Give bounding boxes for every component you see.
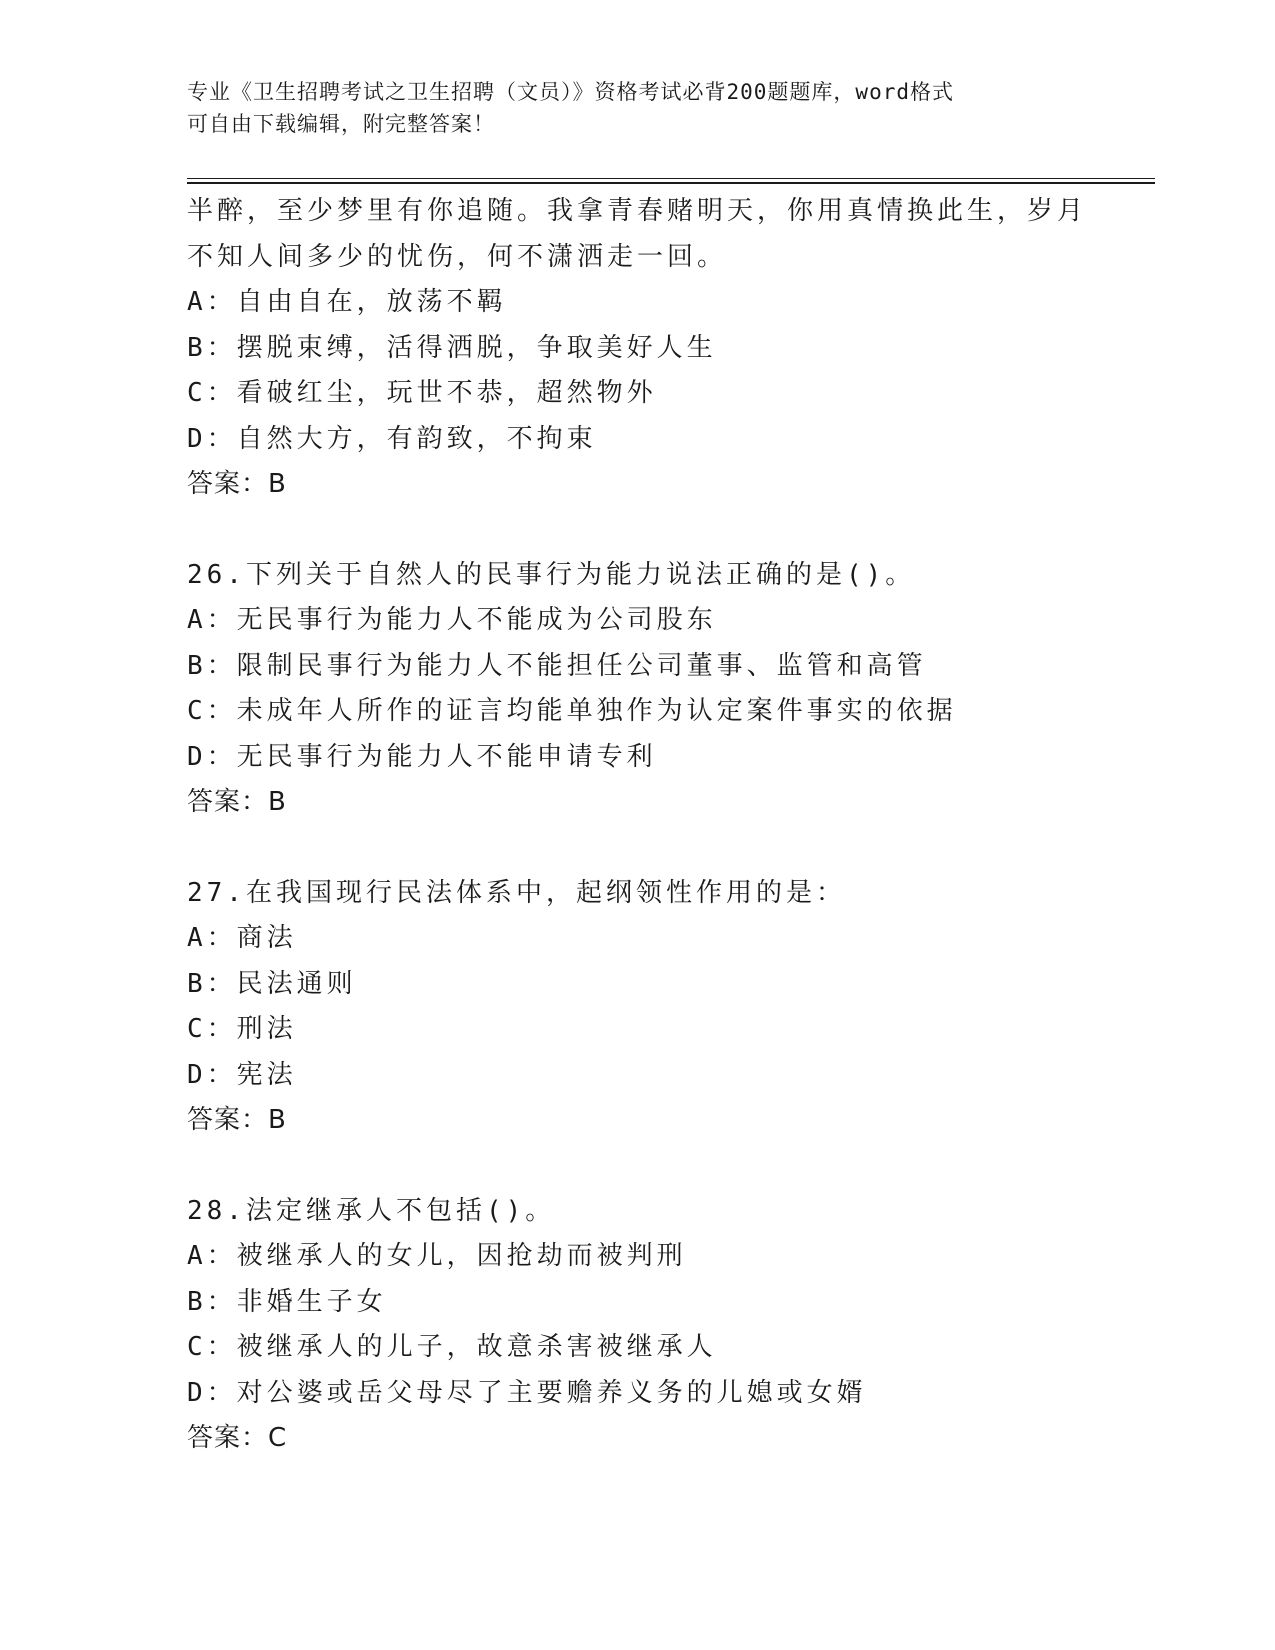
option-b: B：限制民事行为能力人不能担任公司董事、监管和高管 bbox=[187, 650, 927, 681]
header-line-2: 可自由下载编辑，附完整答案！ bbox=[187, 112, 495, 136]
answer: 答案：C bbox=[187, 1423, 288, 1453]
question-stem: 28.法定继承人不包括()。 bbox=[187, 1195, 556, 1226]
question-27 bbox=[187, 871, 1087, 1144]
option-a: A：商法 bbox=[187, 923, 297, 953]
option-a: A：被继承人的女儿，因抢劫而被判刑 bbox=[187, 1241, 687, 1271]
option-b: B：摆脱束缚，活得洒脱，争取美好人生 bbox=[187, 332, 717, 363]
option-b: B：非婚生子女 bbox=[187, 1286, 387, 1317]
option-d: D：对公婆或岳父母尽了主要赡养义务的儿媳或女婿 bbox=[187, 1377, 867, 1408]
question-text-line: 不知人间多少的忧伤，何不潇洒走一回。 bbox=[187, 241, 728, 272]
option-b: B：民法通则 bbox=[187, 968, 357, 999]
option-d: D：无民事行为能力人不能申请专利 bbox=[187, 741, 657, 772]
question-stem: 26.下列关于自然人的民事行为能力说法正确的是()。 bbox=[187, 559, 916, 590]
option-c: C：刑法 bbox=[187, 1014, 297, 1044]
header-divider-thin bbox=[187, 178, 1155, 179]
document-header bbox=[187, 76, 1087, 140]
question-text-line: 半醉，至少梦里有你追随。我拿青春赌明天，你用真情换此生，岁月 bbox=[187, 196, 1088, 226]
option-c: C：未成年人所作的证言均能单独作为认定案件事实的依据 bbox=[187, 696, 957, 726]
option-a: A：自由自在，放荡不羁 bbox=[187, 287, 507, 317]
question-stem: 27.在我国现行民法体系中，起纲领性作用的是： bbox=[187, 877, 846, 908]
option-d: D：自然大方，有韵致，不拘束 bbox=[187, 423, 597, 454]
option-d: D：宪法 bbox=[187, 1059, 297, 1090]
question-26 bbox=[187, 553, 1087, 826]
header-line-1: 专业《卫生招聘考试之卫生招聘（文员）》资格考试必背200题题库，word格式 bbox=[187, 80, 954, 104]
option-c: C：看破红尘，玩世不恭，超然物外 bbox=[187, 378, 657, 408]
answer: 答案：B bbox=[187, 787, 287, 817]
question-25-continued bbox=[187, 189, 1087, 508]
answer: 答案：B bbox=[187, 469, 287, 499]
question-list bbox=[187, 189, 1087, 1462]
option-a: A：无民事行为能力人不能成为公司股东 bbox=[187, 605, 717, 635]
question-28 bbox=[187, 1189, 1087, 1462]
answer: 答案：B bbox=[187, 1105, 287, 1135]
option-c: C：被继承人的儿子，故意杀害被继承人 bbox=[187, 1332, 717, 1362]
header-divider-thick bbox=[187, 182, 1155, 184]
